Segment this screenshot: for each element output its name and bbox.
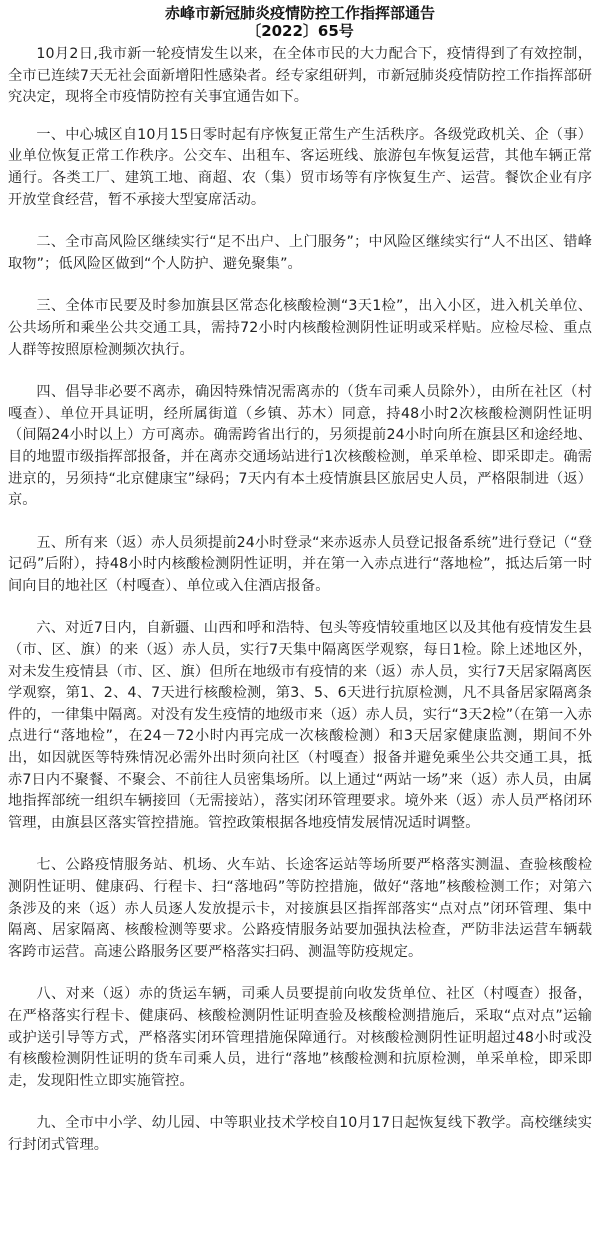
notice-title: 赤峰市新冠肺炎疫情防控工作指挥部通告 [164, 4, 435, 22]
notice-doc-number: 〔2022〕65号 [246, 22, 354, 40]
notice-item-1: 一、中心城区自10月15日零时起有序恢复正常生产生活秩序。各级党政机关、企（事）业单位恢复正常工作秩序。公交车、出租车、客运班线、旅游包车恢复运营，其他车辆正常通行。各类工厂、建筑工地、商超、农（集）贸市场等有序恢复生产、运营。餐饮企业有序开放堂食经营，暂不承接大型宴席活动。 [8, 126, 592, 208]
notice-item-4: 四、倡导非必要不离赤，确因特殊情况需离赤的（货车司乘人员除外），由所在社区（村嘎查）、单位开具证明，经所属街道（乡镇、苏木）同意，持48小时2次核酸检测阴性证明（间隔24小时以上）方可离赤。确需跨省出行的，另须提前24小时向所在旗县区和途经地、目的地盟市级指挥部报备，并在离赤交通场站进行1次核酸检测，单采单检、即采即走。确需进京的，另须持“北京健康宝”绿码；7天内有本土疫情旗县区旅居史人员，严格限制进（返）京。 [8, 384, 592, 509]
notice-intro-paragraph: 10月2日,我市新一轮疫情发生以来，在全体市民的大力配合下，疫情得到了有效控制，全市已连续7天无社会面新增阳性感染者。经专家组研判，市新冠肺炎疫情防控工作指挥部研究决定，现将全市疫情防控有关事宜通告如下。 [8, 46, 592, 106]
notice-item-6: 六、对近7日内，自新疆、山西和呼和浩特、包头等疫情较重地区以及其他有疫情发生县（市、区、旗）的来（返）赤人员，实行7天集中隔离医学观察，每日1检。除上述地区外，对未发生疫情县（市、区、旗）但所在地级市有疫情的来（返）赤人员，实行7天居家隔离医学观察，第1、2、4、7天进行核酸检测，第3、5、6天进行抗原检测，凡不具备居家隔离条件的，一律集中隔离。对没有发生疫情的地级市来（返）赤人员，实行“3天2检”（在第一入赤点进行“落地检”，在24－72小时内再完成一次核酸检测）和3天居家健康监测，期间不外出，如因就医等特殊情况必需外出时须向社区（村嘎查）报备并避免乘坐公共交通工具，抵赤7日内不聚餐、不聚会、不前往人员密集场所。以上通过“两站一场”来（返）赤人员，由属地指挥部统一组织车辆接回（无需接站），落实闭环管理要求。境外来（返）赤人员严格闭环管理，由旗县区落实管控措施。管控政策根据各地疫情发展情况适时调整。 [8, 620, 592, 831]
notice-item-7: 七、公路疫情服务站、机场、火车站、长途客运站等场所要严格落实测温、查验核酸检测阴性证明、健康码、行程卡、扫“落地码”等防控措施，做好“落地”核酸检测工作；对第六条涉及的来（返）赤人员逐人发放提示卡，对接旗县区指挥部落实“点对点”闭环管理、集中隔离、居家隔离、核酸检测等要求。公路疫情服务站要加强执法检查，严防非法运营车辆载客跨市运营。高速公路服务区要严格落实扫码、测温等防疫规定。 [8, 857, 592, 960]
notice-item-9: 九、全市中小学、幼儿园、中等职业技术学校自10月17日起恢复线下教学。高校继续实行封闭式管理。 [8, 1115, 592, 1153]
notice-item-5: 五、所有来（返）赤人员须提前24小时登录“来赤返赤人员登记报备系统”进行登记（“登记码”后附），持48小时内核酸检测阴性证明，并在第一入赤点进行“落地检”，抵达后第一时间向目的地社区（村嘎查）、单位或入住酒店报备。 [8, 534, 592, 594]
notice-item-8: 八、对来（返）赤的货运车辆，司乘人员要提前向收发货单位、社区（村嘎查）报备，在严格落实行程卡、健康码、核酸检测阴性证明查验及核酸检测措施后，采取“点对点”运输或护送引导等方式，严格落实闭环管理措施保障通行。对核酸检测阴性证明超过48小时或没有核酸检测阴性证明的货车司乘人员，进行“落地”核酸检测和抗原检测，单采单检，即采即走，发现阳性立即实施管控。 [8, 986, 592, 1089]
notice-item-2: 二、全市高风险区继续实行“足不出户、上门服务”；中风险区继续实行“人不出区、错峰取物”；低风险区做到“个人防护、避免聚集”。 [8, 234, 592, 272]
notice-item-3: 三、全体市民要及时参加旗县区常态化核酸检测“3天1检”，出入小区，进入机关单位、公共场所和乘坐公共交通工具，需持72小时内核酸检测阴性证明或采样贴。应检尽检、重点人群等按照原检测频次执行。 [8, 298, 592, 358]
